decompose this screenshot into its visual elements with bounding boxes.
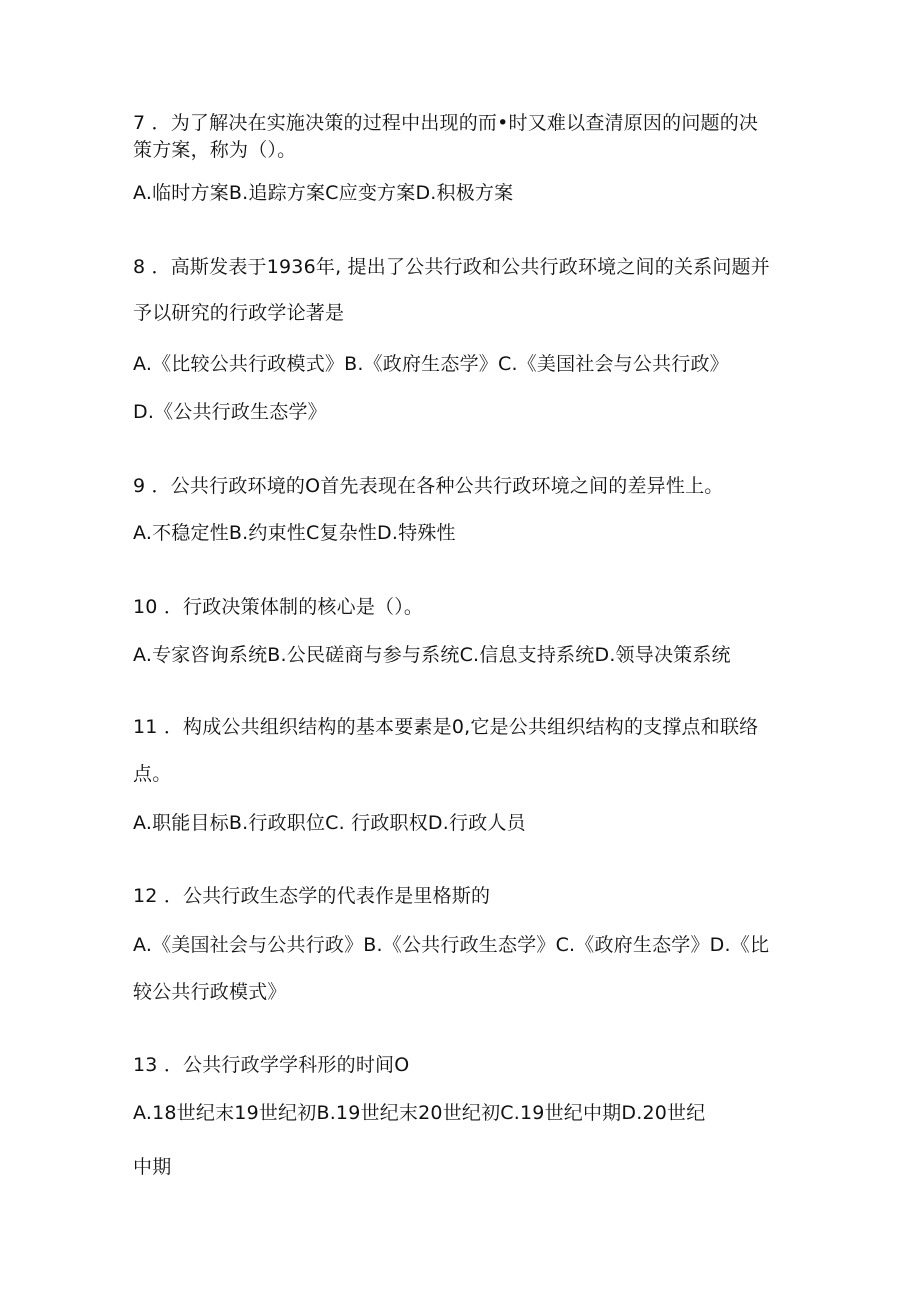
q12-options-line-1: A.《美国社会与公共行政》B.《公共行政生态学》C.《政府生态学》D.《比 [133, 934, 770, 956]
q8-stem-line-2: 予以研究的行政学论著是 [133, 302, 345, 324]
q8-options-line-1: A.《比较公共行政模式》B.《政府生态学》C.《美国社会与公共行政》 [133, 353, 729, 375]
q7-options: A.临时方案B.追踪方案C应变方案D.积极方案 [133, 182, 514, 204]
q11-stem-line-2: 点。 [133, 763, 172, 785]
q12-stem: 12 ．公共行政生态学的代表作是里格斯的 [133, 885, 491, 907]
q8-stem-line-1: 8 ．高斯发表于1936年, 提出了公共行政和公共行政环境之间的关系问题并 [133, 256, 770, 278]
q11-options: A.职能目标B.行政职位C. 行政职权D.行政人员 [133, 812, 526, 834]
q13-options-line-2: 中期 [133, 1156, 172, 1178]
q13-stem: 13 ．公共行政学学科形的时间O [133, 1054, 410, 1076]
q9-stem: 9 ．公共行政环境的O首先表现在各种公共行政环境之间的差异性上。 [133, 475, 724, 497]
q9-options: A.不稳定性B.约束性C复杂性D.特殊性 [133, 522, 456, 544]
q10-options: A.专家咨询系统B.公民磋商与参与系统C.信息支持系统D.领导决策系统 [133, 644, 731, 666]
q11-stem-line-1: 11 ．构成公共组织结构的基本要素是0,它是公共组织结构的支撑点和联络 [133, 716, 759, 738]
q12-options-line-2: 较公共行政模式》 [133, 981, 287, 1003]
q13-options-line-1: A.18世纪末19世纪初B.19世纪末20世纪初C.19世纪中期D.20世纪 [133, 1102, 706, 1124]
q8-options-line-2: D.《公共行政生态学》 [133, 401, 327, 423]
q10-stem: 10 ．行政决策体制的核心是（）。 [133, 596, 424, 618]
q7-stem-line-1: 7 ．为了解决在实施决策的过程中出现的而•时又难以查清原因的问题的决 [133, 112, 759, 134]
q7-stem-line-2: 策方案，称为（）。 [133, 139, 297, 161]
